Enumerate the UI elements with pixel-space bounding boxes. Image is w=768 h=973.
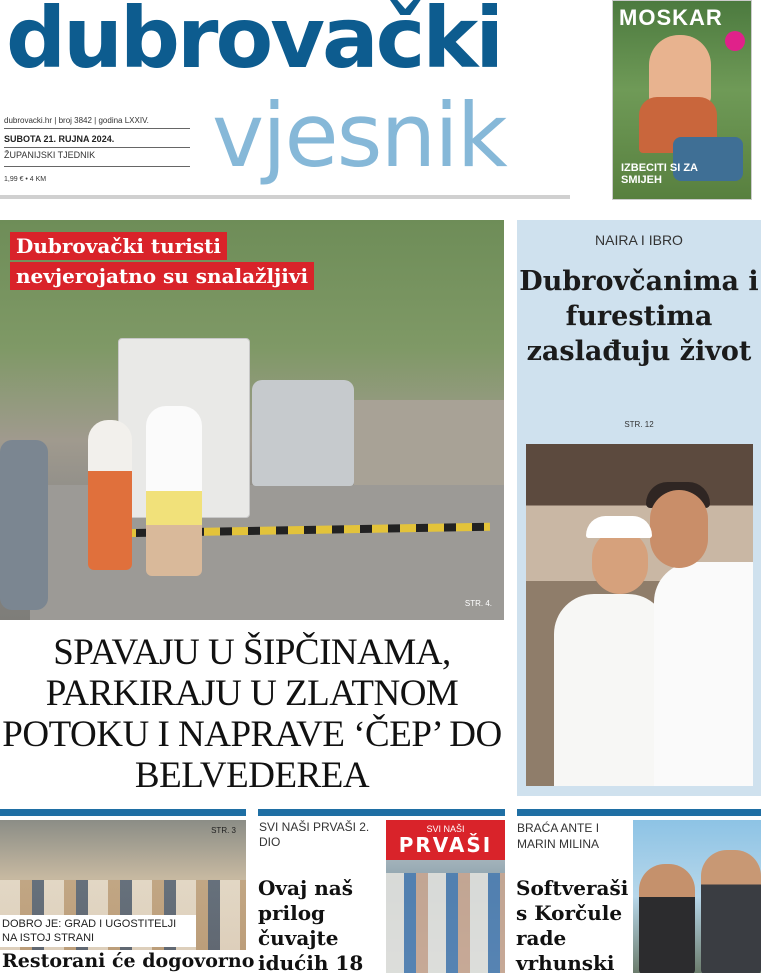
photo-schoolchildren (386, 873, 505, 973)
teaser-3-photo[interactable] (633, 820, 761, 973)
feature-panel[interactable] (517, 220, 761, 796)
photo-woman-cap (586, 516, 652, 538)
main-headline[interactable]: SPAVAJU U ŠIPČINAMA, PARKIRAJU U ZLATNOM POTOKU I NAPRAVE ‘ČEP’ DO BELVEDEREA (2, 632, 502, 796)
magazine-badge-icon (725, 31, 745, 51)
meta-separator: | (94, 116, 99, 125)
feature-kicker: NAIRA I IBRO (595, 232, 683, 248)
teaser-1-caption: DOBRO JE: GRAD I UGOSTITELJI NA ISTOJ STRANI (0, 915, 196, 947)
kicker-line-1: Dubrovački turisti (10, 232, 227, 260)
feature-photo (526, 444, 753, 786)
teaser-2-kicker: SVI NAŠI PRVAŠI 2. DIO (259, 820, 370, 849)
masthead-title: dubrovački (6, 0, 502, 87)
kicker-line-2: nevjerojatno su snalažljivi (10, 262, 314, 290)
prvasi-logo-small: SVI NAŠI (426, 824, 465, 834)
photo-woman-body (554, 594, 668, 786)
photo-man-body (654, 562, 753, 786)
magazine-cover[interactable] (612, 0, 752, 200)
photo-man-head (650, 490, 708, 568)
feature-title: Dubrovčanima i furestima zaslađuju život (519, 266, 759, 367)
teaser-2-headline[interactable]: Ovaj naš prilog čuvajte idućih 18 (258, 876, 364, 973)
section-rule (0, 809, 246, 816)
meta-divider (4, 166, 190, 167)
meta-divider (4, 147, 190, 148)
magazine-cta: IZBECITI SI ZA SMIJEH (621, 162, 698, 186)
meta-separator: | (54, 116, 59, 125)
magazine-cover-model (649, 35, 711, 105)
masthead-subtitle: vjesnik (212, 84, 506, 187)
photo-brother-1 (639, 864, 695, 973)
photo-brother-2 (701, 850, 761, 973)
publication-frequency: ŽUPANIJSKI TJEDNIK (4, 150, 96, 160)
photo-tourist-woman (88, 420, 132, 570)
teaser-2-image[interactable] (386, 820, 505, 973)
feature-page-ref: STR. 12 (624, 420, 654, 429)
photo-scooter (0, 440, 48, 610)
prvasi-logo-big: PRVAŠI (398, 833, 493, 857)
meta-divider (4, 128, 190, 129)
photo-tourist-man (146, 406, 202, 576)
magazine-title: MOSKAR (619, 5, 723, 30)
prvasi-logo (386, 820, 505, 860)
teaser-1-headline[interactable]: Restorani će dogovorno (2, 950, 255, 972)
photo-van (252, 380, 354, 486)
masthead-rule (0, 195, 570, 199)
site-link[interactable]: dubrovacki.hr (4, 116, 53, 125)
teaser-3-headline[interactable]: Softveraši s Korčule rade vrhunski (516, 876, 629, 973)
publication-year: godina LXXIV. (98, 116, 149, 125)
issue-price: 1,99 € • 4 KM (4, 176, 47, 183)
main-story-photo[interactable] (0, 220, 504, 620)
teaser-3-kicker: BRAĆA ANTE I MARIN MILINA (517, 821, 600, 851)
photo-woman-head (592, 530, 648, 594)
teaser-1-page-ref: STR. 3 (211, 826, 236, 835)
section-rule (517, 809, 761, 816)
section-rule (258, 809, 505, 816)
main-story-kicker (10, 232, 314, 292)
publication-meta (4, 116, 149, 125)
photo-page-ref: STR. 4. (464, 599, 492, 608)
issue-number: broj 3842 (58, 116, 92, 125)
issue-date: SUBOTA 21. RUJNA 2024. (4, 134, 115, 144)
